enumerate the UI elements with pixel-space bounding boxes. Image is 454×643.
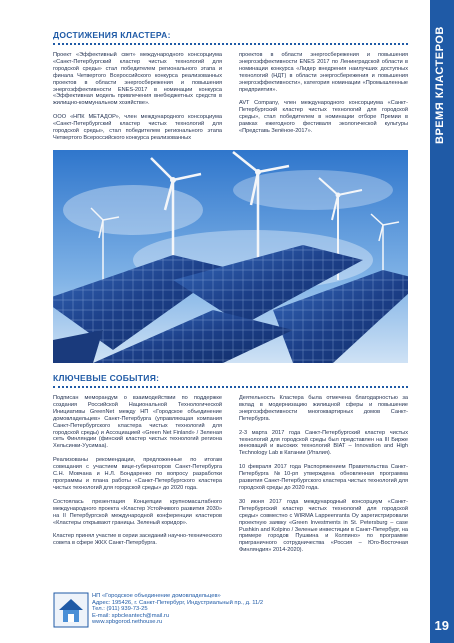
achievements-col-right: [239, 52, 408, 149]
paragraph: Кластер принял участие в серии заседаний научно-технического совета в сфере ЖКХ Санкт-Петербурга.: [53, 533, 222, 547]
sidebar-title: ВРЕМЯ КЛАСТЕРОВ: [434, 26, 446, 144]
footer-address: Адрес: 195426, г. Санкт-Петербург, Индустриальный пр., д. 11/2: [92, 599, 264, 606]
key-events-heading: КЛЮЧЕВЫЕ СОБЫТИЯ:: [53, 373, 160, 383]
paragraph: 30 июня 2017 года международный консорциум «Санкт-Петербургский кластер чистых технологий для городской среды» совместно с WIRMA Lappeenranta Oy зарегистрировали проектную заявку «Green Investments in St. Petersburg – case Pushkin and Kolpino / Зеленые инвестиции в Санкт-Петербург, на примере городов Пушкина и Колпино» по программе приграничного сотрудничества «Россия – Юго-Восточная Финляндия» 2014-2020).: [239, 498, 408, 554]
footer-website-link[interactable]: www.spbgorod.nethouse.ru: [92, 619, 163, 626]
house-logo-icon: [53, 592, 89, 628]
footer-contacts: [92, 593, 352, 626]
heading-divider: [53, 386, 408, 388]
paragraph: Проект «Эффективный свет» международного консорциума «Санкт-Петербургский кластер чистых технологий для городской среды» стал победителем регионального этапа и финала Четвертого Всероссийского конкурса реализованных проектов в области энергосбережения и повышения энергоэффективности ENES-2017 в номинации конкурса «Эффективная модель привлечения внебюджетных средств в жилищно-коммунальном хозяйстве».: [53, 52, 222, 107]
paragraph: AVT Company, член международного консорциума «Санкт-Петербургский кластер чистых технологий для городской среды», стал победителем в номинации отборе Премии в рамках ежегодного фестиваля экологической культуры «Представь Зелёное-2017».: [239, 100, 408, 135]
paragraph: проектов в области энергосбережения и повышения энергоэффективности ENES 2017 по Ленинградской области в номинации конкурса «Лидер внедрения наилучших доступных технологий (НДТ) в области энергосбережения и повышения энергоэффективности», категория номинации «Промышленные предприятия».: [239, 52, 408, 93]
events-col-left: [53, 395, 222, 561]
paragraph: Состоялась презентация Концепции крупномасштабного международного проекта «Кластер Устойчивого развития 2030» на II Петербургской международной конференции кластеров «Кластеры открывают границы. Зеленый коридор».: [53, 498, 222, 526]
events-col-right: [239, 395, 408, 561]
section-key-events: [53, 373, 408, 561]
paragraph: 2-3 марта 2017 года Санкт-Петербургский кластер чистых технологий для городской среды был представлен на III Бирже инноваций и высоких технологий BIAT – Innovation and High Technology Lab в Катании (Италия).: [239, 429, 408, 457]
page-number: 19: [434, 618, 449, 633]
heading-divider: [53, 43, 408, 45]
section-achievements: [53, 30, 408, 149]
paragraph: Деятельность Кластера была отмечена благодарностью за вклад в модернизацию жилищной сферы и повышение энергоэффективности многоквартирных домов Санкт-Петербурга.: [239, 395, 408, 422]
paragraph: ООО «НПК МЕТАДОР», член международного консорциума «Санкт-Петербургский кластер чистых технологий для городской среды», стал победителем регионального этапа Четвертого Всероссийского конкурса реализованных: [53, 114, 222, 141]
paragraph: 10 февраля 2017 года Распоряжением Правительства Санкт-Петербурга №10-рп утверждена обновленная программа развития Санкт-Петербургского кластера чистых технологий для городской среды до 2020 года.: [239, 464, 408, 491]
achievements-col-left: [53, 52, 222, 149]
paragraph: Реализованы рекомендации, предложенные по итогам совещания с участием вице-губернаторов Санкт-Петербурга С.Н. Мовчана и Н.Л. Бондаренко по вопросу разработки программы и плана работы «Санкт-Петербургского кластера чистых технологий для городской среды» до 2020 года.: [53, 457, 222, 491]
footer-phone: Тел.: (911) 939-73-25: [92, 606, 148, 613]
footer-email-link[interactable]: E-mail: spbcleantech@mail.ru: [92, 612, 170, 619]
achievements-heading: ДОСТИЖЕНИЯ КЛАСТЕРА:: [53, 30, 171, 40]
solar-wind-photo: [53, 150, 408, 363]
paragraph: Подписан меморандум о взаимодействии по поддержке создания Российской Национальной Технологической Инициативы GreenNet между НП «Городское объединение домовладельцев» Санкт-Петербурга (управляющая компания Санкт-Петербургского кластера чистых технологий для городской среды) и Ассоциацией «Green Net Finland» / Зеленая сеть Финляндии (финский кластер чистых технологий региона Хельсинки-Уусимаа).: [53, 395, 222, 450]
footer-organization: НП «Городское объединение домовладельцев»: [92, 593, 221, 599]
